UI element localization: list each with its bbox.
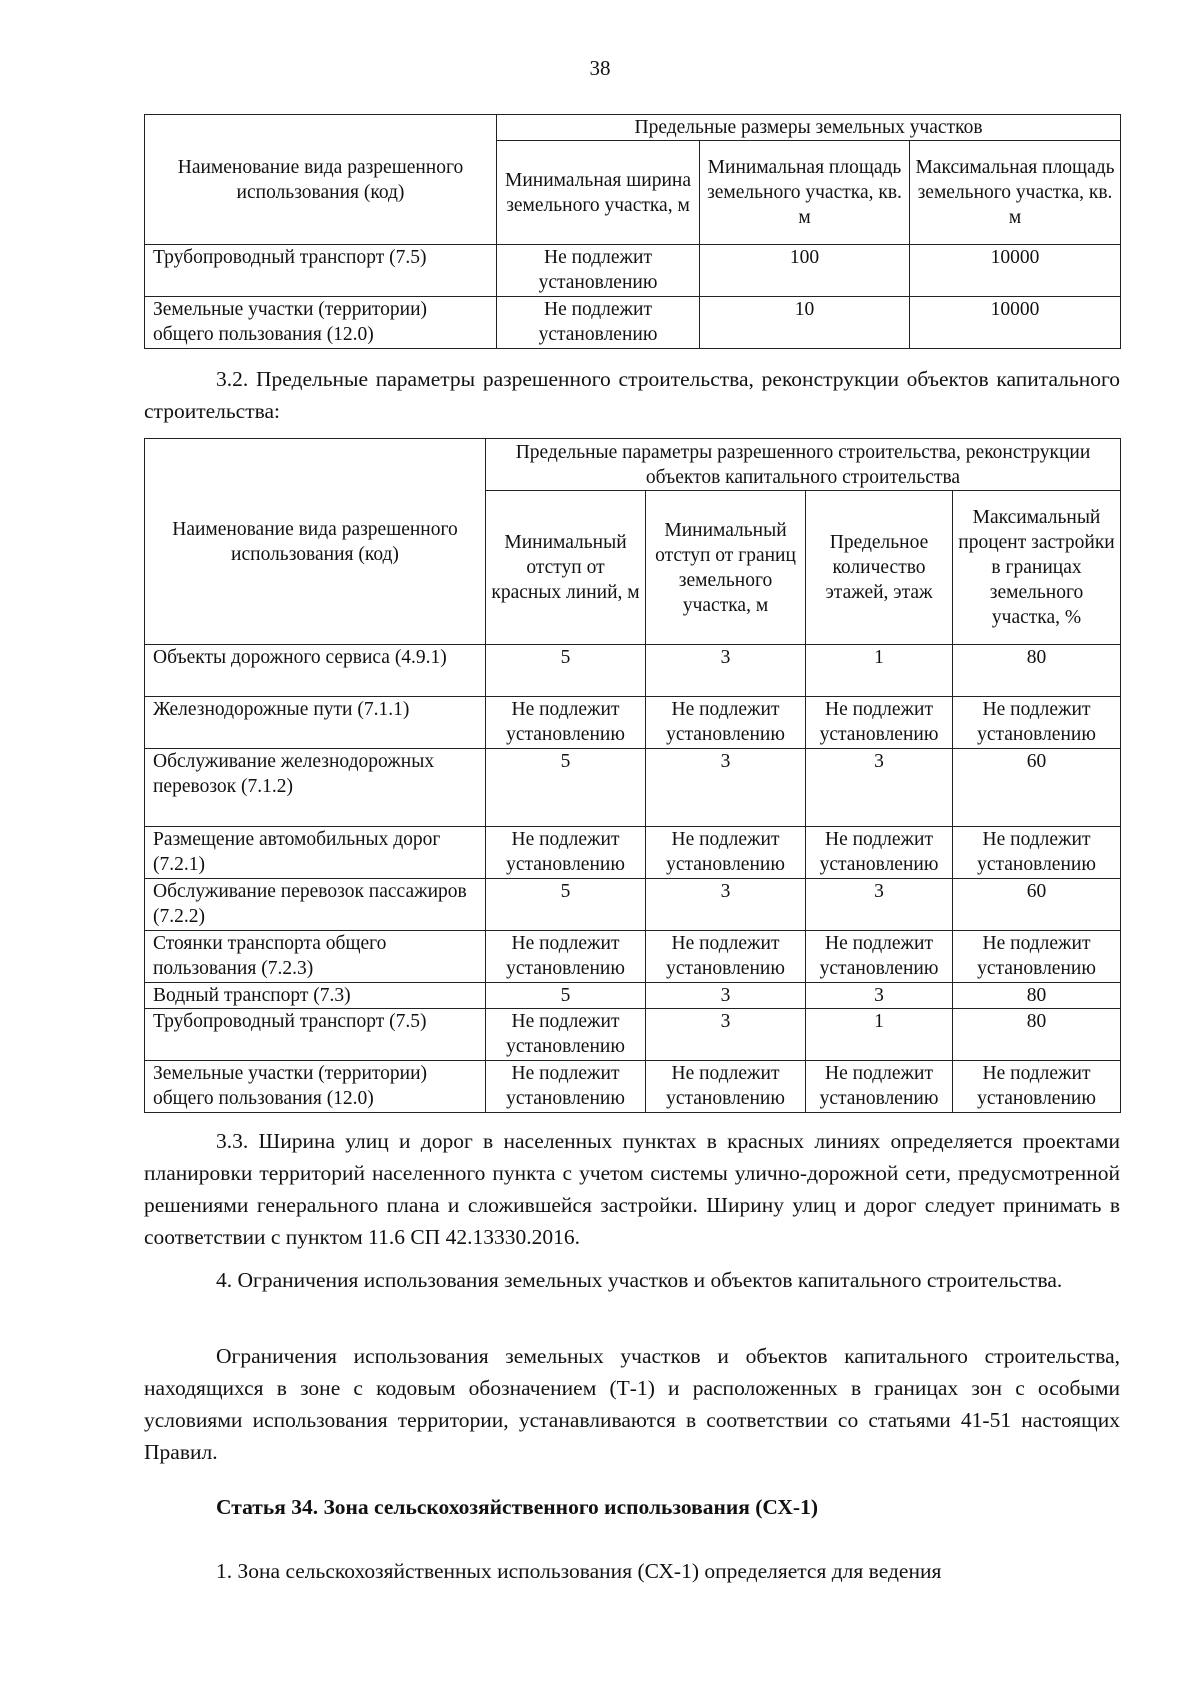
cell-value: 5 — [486, 749, 646, 827]
article-paragraph-1: 1. Зона сельскохозяйственных использования (СХ-1) определяется для ведения — [216, 1559, 942, 1583]
table-row — [145, 297, 1121, 349]
row-name: Обслуживание железнодорожных перевозок (7.1.2) — [145, 749, 486, 827]
row-name: Водный транспорт (7.3) — [145, 983, 486, 1009]
cell-value: Не подлежит установлению — [953, 931, 1121, 983]
row-name: Размещение автомобильных дорог (7.2.1) — [145, 827, 486, 879]
cell-value: Не подлежит установлению — [806, 697, 953, 749]
table2-column-header: Максимальный процент застройки в границах земельного участка, % — [953, 491, 1121, 645]
table-row — [145, 645, 1121, 697]
row-name: Железнодорожные пути (7.1.1) — [145, 697, 486, 749]
cell-value: Не подлежит установлению — [806, 1061, 953, 1113]
cell-value: 10 — [700, 297, 910, 349]
cell-value: 3 — [806, 749, 953, 827]
section-4-paragraph: 4. Ограничения использования земельных участков и объектов капитального строительства. — [216, 1268, 1063, 1292]
page-number: 38 — [589, 56, 611, 80]
cell-value: Не подлежит установлению — [497, 245, 700, 297]
row-name: Трубопроводный транспорт (7.5) — [145, 1009, 486, 1061]
cell-value: Не подлежит установлению — [486, 931, 646, 983]
cell-value: 3 — [806, 983, 953, 1009]
row-name: Земельные участки (территории) общего пользования (12.0) — [145, 297, 497, 349]
cell-value: 10000 — [910, 297, 1121, 349]
cell-value: 60 — [953, 879, 1121, 931]
section-3-2-paragraph: 3.2. Предельные параметры разрешенного строительства, реконструкции объектов капитального строительства: — [144, 367, 1120, 423]
cell-value: 3 — [646, 645, 806, 697]
cell-value: 80 — [953, 645, 1121, 697]
table1-header-group: Предельные размеры земельных участков — [497, 115, 1121, 141]
land-plot-size-table — [144, 114, 1121, 349]
row-name: Объекты дорожного сервиса (4.9.1) — [145, 645, 486, 697]
cell-value: 80 — [953, 983, 1121, 1009]
table-row — [145, 983, 1121, 1009]
cell-value: 3 — [806, 879, 953, 931]
cell-value: Не подлежит установлению — [806, 931, 953, 983]
cell-value: Не подлежит установлению — [486, 697, 646, 749]
cell-value: Не подлежит установлению — [646, 931, 806, 983]
table-row — [145, 697, 1121, 749]
cell-value: Не подлежит установлению — [646, 697, 806, 749]
table-row — [145, 931, 1121, 983]
table2-header-name: Наименование вида разрешенного использования (код) — [145, 439, 486, 645]
table-row — [145, 1009, 1121, 1061]
cell-value: 3 — [646, 983, 806, 1009]
cell-value: Не подлежит установлению — [497, 297, 700, 349]
cell-value: 3 — [646, 1009, 806, 1061]
cell-value: 3 — [646, 879, 806, 931]
article-heading: Статья 34. Зона сельскохозяйственного использования (СХ-1) — [216, 1495, 818, 1519]
row-name: Обслуживание перевозок пассажиров (7.2.2) — [145, 879, 486, 931]
cell-value: Не подлежит установлению — [953, 697, 1121, 749]
construction-parameters-table — [144, 438, 1121, 1113]
row-name: Трубопроводный транспорт (7.5) — [145, 245, 497, 297]
table2-column-header: Минимальный отступ от красных линий, м — [486, 491, 646, 645]
table1-column-header: Минимальная площадь земельного участка, кв. м — [700, 141, 910, 245]
cell-value: 80 — [953, 1009, 1121, 1061]
section-3-3-paragraph: 3.3. Ширина улиц и дорог в населенных пунктах в красных линиях определяется проектами планировки территорий населенного пункта с учетом системы улично-дорожной сети, предусмотренной решениями генерального плана и сложившейся застройки. Ширину улиц и дорог следует принимать в соответствии с пунктом 11.6 СП 42.13330.2016. — [144, 1129, 1120, 1249]
table1-column-header: Минимальная ширина земельного участка, м — [497, 141, 700, 245]
cell-value: Не подлежит установлению — [486, 1061, 646, 1113]
cell-value: Не подлежит установлению — [486, 827, 646, 879]
table2-column-header: Предельное количество этажей, этаж — [806, 491, 953, 645]
table-row — [145, 1061, 1121, 1113]
row-name: Земельные участки (территории) общего пользования (12.0) — [145, 1061, 486, 1113]
cell-value: Не подлежит установлению — [953, 1061, 1121, 1113]
table-row — [145, 245, 1121, 297]
table-row — [145, 879, 1121, 931]
table2-header-group: Предельные параметры разрешенного строительства, реконструкции объектов капитального строительства — [486, 439, 1121, 491]
cell-value: 3 — [646, 749, 806, 827]
cell-value: 60 — [953, 749, 1121, 827]
cell-value: Не подлежит установлению — [953, 827, 1121, 879]
cell-value: 1 — [806, 645, 953, 697]
cell-value: Не подлежит установлению — [646, 827, 806, 879]
cell-value: 5 — [486, 983, 646, 1009]
table1-column-header: Максимальная площадь земельного участка, кв. м — [910, 141, 1121, 245]
cell-value: 1 — [806, 1009, 953, 1061]
table-row — [145, 749, 1121, 827]
cell-value: 5 — [486, 879, 646, 931]
row-name: Стоянки транспорта общего пользования (7.2.3) — [145, 931, 486, 983]
table2-column-header: Минимальный отступ от границ земельного участка, м — [646, 491, 806, 645]
cell-value: 100 — [700, 245, 910, 297]
cell-value: Не подлежит установлению — [646, 1061, 806, 1113]
cell-value: Не подлежит установлению — [806, 827, 953, 879]
cell-value: Не подлежит установлению — [486, 1009, 646, 1061]
cell-value: 10000 — [910, 245, 1121, 297]
table1-header-name: Наименование вида разрешенного использования (код) — [145, 115, 497, 245]
section-4-text-paragraph: Ограничения использования земельных участков и объектов капитального строительства, находящихся в зоне с кодовым обозначением (Т-1) и расположенных в границах зон с особыми условиями использования территории, устанавливаются в соответствии со статьями 41-51 настоящих Правил. — [144, 1344, 1120, 1464]
table-row — [145, 827, 1121, 879]
cell-value: 5 — [486, 645, 646, 697]
